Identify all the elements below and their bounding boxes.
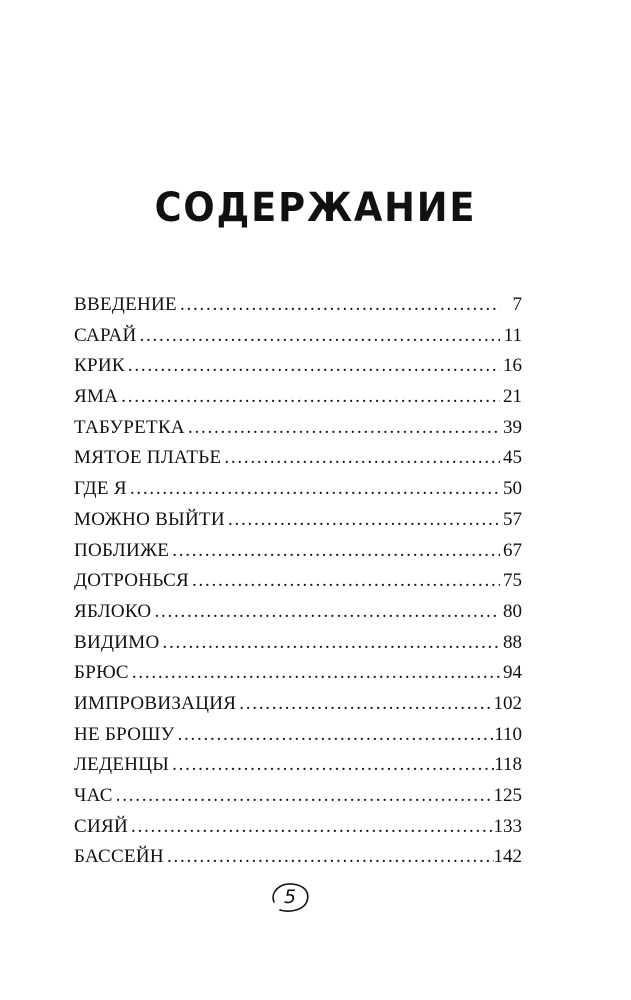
toc-entry — [74, 382, 522, 413]
toc-entry-page: 88 — [503, 631, 522, 653]
toc-entry-title: САРАЙ — [74, 324, 137, 346]
toc-leader-dots — [151, 597, 500, 628]
toc-entry — [74, 536, 522, 567]
toc-entry-title: СИЯЙ — [74, 815, 128, 837]
toc-leader-dots — [129, 658, 500, 689]
toc-leader-dots — [160, 628, 501, 659]
toc-entry-title: ГДЕ Я — [74, 478, 127, 500]
toc-leader-dots — [128, 812, 494, 843]
toc-entry-page: 94 — [503, 662, 522, 684]
toc-entry — [74, 413, 522, 444]
toc-entry-page: 39 — [503, 416, 522, 438]
toc-entry-title: ЧАС — [74, 785, 113, 806]
toc-leader-dots — [177, 290, 500, 321]
toc-leader-dots — [125, 351, 500, 382]
toc-entry — [74, 505, 522, 536]
toc-entry-title: ВВЕДЕНИЕ — [74, 294, 177, 315]
toc-entry-title: ЯБЛОКО — [74, 600, 152, 622]
toc-entry-page: 133 — [493, 815, 522, 837]
toc-entry — [74, 720, 522, 751]
toc-entry-title: БАССЕЙН — [74, 846, 164, 868]
toc-leader-dots — [118, 382, 500, 413]
toc-entry-title: ЯМА — [74, 386, 119, 408]
toc-entry-page: 50 — [503, 478, 522, 500]
toc-leader-dots — [137, 321, 500, 352]
toc-entry-title: МОЖНО ВЫЙТИ — [74, 508, 225, 530]
toc-entry-page: 142 — [493, 846, 522, 868]
toc-entry — [74, 812, 522, 843]
toc-leader-dots — [113, 781, 494, 812]
toc-entry — [74, 689, 522, 720]
toc-entry — [74, 781, 522, 812]
toc-entry — [74, 842, 522, 873]
toc-entry — [74, 750, 522, 781]
toc-entry-title: НЕ БРОШУ — [74, 723, 175, 745]
toc-entry-page: 75 — [503, 570, 522, 592]
toc-entry-page: 80 — [503, 600, 522, 622]
toc-entry-title: ТАБУРЕТКА — [74, 416, 185, 438]
toc-entry-page: 125 — [493, 785, 522, 806]
toc-entry-page: 11 — [503, 324, 522, 346]
toc-entry-title: КРИК — [74, 355, 125, 377]
toc-entry-page: 21 — [503, 386, 522, 408]
toc-entry-page: 67 — [503, 539, 522, 561]
toc-leader-dots — [221, 443, 500, 474]
toc-leader-dots — [175, 720, 495, 751]
toc-entry — [74, 597, 522, 628]
toc-entry — [74, 566, 522, 597]
toc-entry-page: 102 — [493, 692, 522, 714]
toc-entry — [74, 290, 522, 321]
toc-entry — [74, 474, 522, 505]
toc-entry — [74, 443, 522, 474]
toc-entry-title: МЯТОЕ ПЛАТЬЕ — [74, 447, 222, 469]
toc-entry-page: 57 — [503, 508, 522, 530]
toc-leader-dots — [164, 842, 494, 873]
toc-entry-title: ДОТРОНЬСЯ — [74, 570, 190, 592]
toc-entry — [74, 351, 522, 382]
toc-entry-title: БРЮС — [74, 662, 129, 684]
toc-leader-dots — [225, 505, 500, 536]
toc-leader-dots — [169, 750, 494, 781]
toc-entry-page: 118 — [494, 754, 522, 776]
toc-leader-dots — [127, 474, 500, 505]
toc-leader-dots — [169, 536, 500, 567]
page-title: СОДЕРЖАНИЕ — [154, 185, 477, 231]
page-number: 5 — [283, 886, 297, 908]
toc-entry-title: ВИДИМО — [74, 631, 160, 653]
toc-entry-title: ИМПРОВИЗАЦИЯ — [74, 692, 237, 714]
toc-entry-page: 16 — [503, 355, 522, 377]
toc-entry-page: 45 — [503, 447, 522, 469]
toc-entry-title: ЛЕДЕНЦЫ — [74, 754, 170, 776]
page-number-badge — [268, 880, 312, 914]
toc-leader-dots — [189, 566, 500, 597]
toc-entry-title: ПОБЛИЖЕ — [74, 539, 170, 561]
toc-entry — [74, 658, 522, 689]
toc-entry — [74, 628, 522, 659]
toc-leader-dots — [236, 689, 493, 720]
toc-entry — [74, 321, 522, 352]
toc-entry-page: 7 — [512, 294, 522, 315]
toc-entry-page: 110 — [494, 723, 522, 745]
table-of-contents — [74, 290, 522, 873]
toc-leader-dots — [185, 413, 500, 444]
